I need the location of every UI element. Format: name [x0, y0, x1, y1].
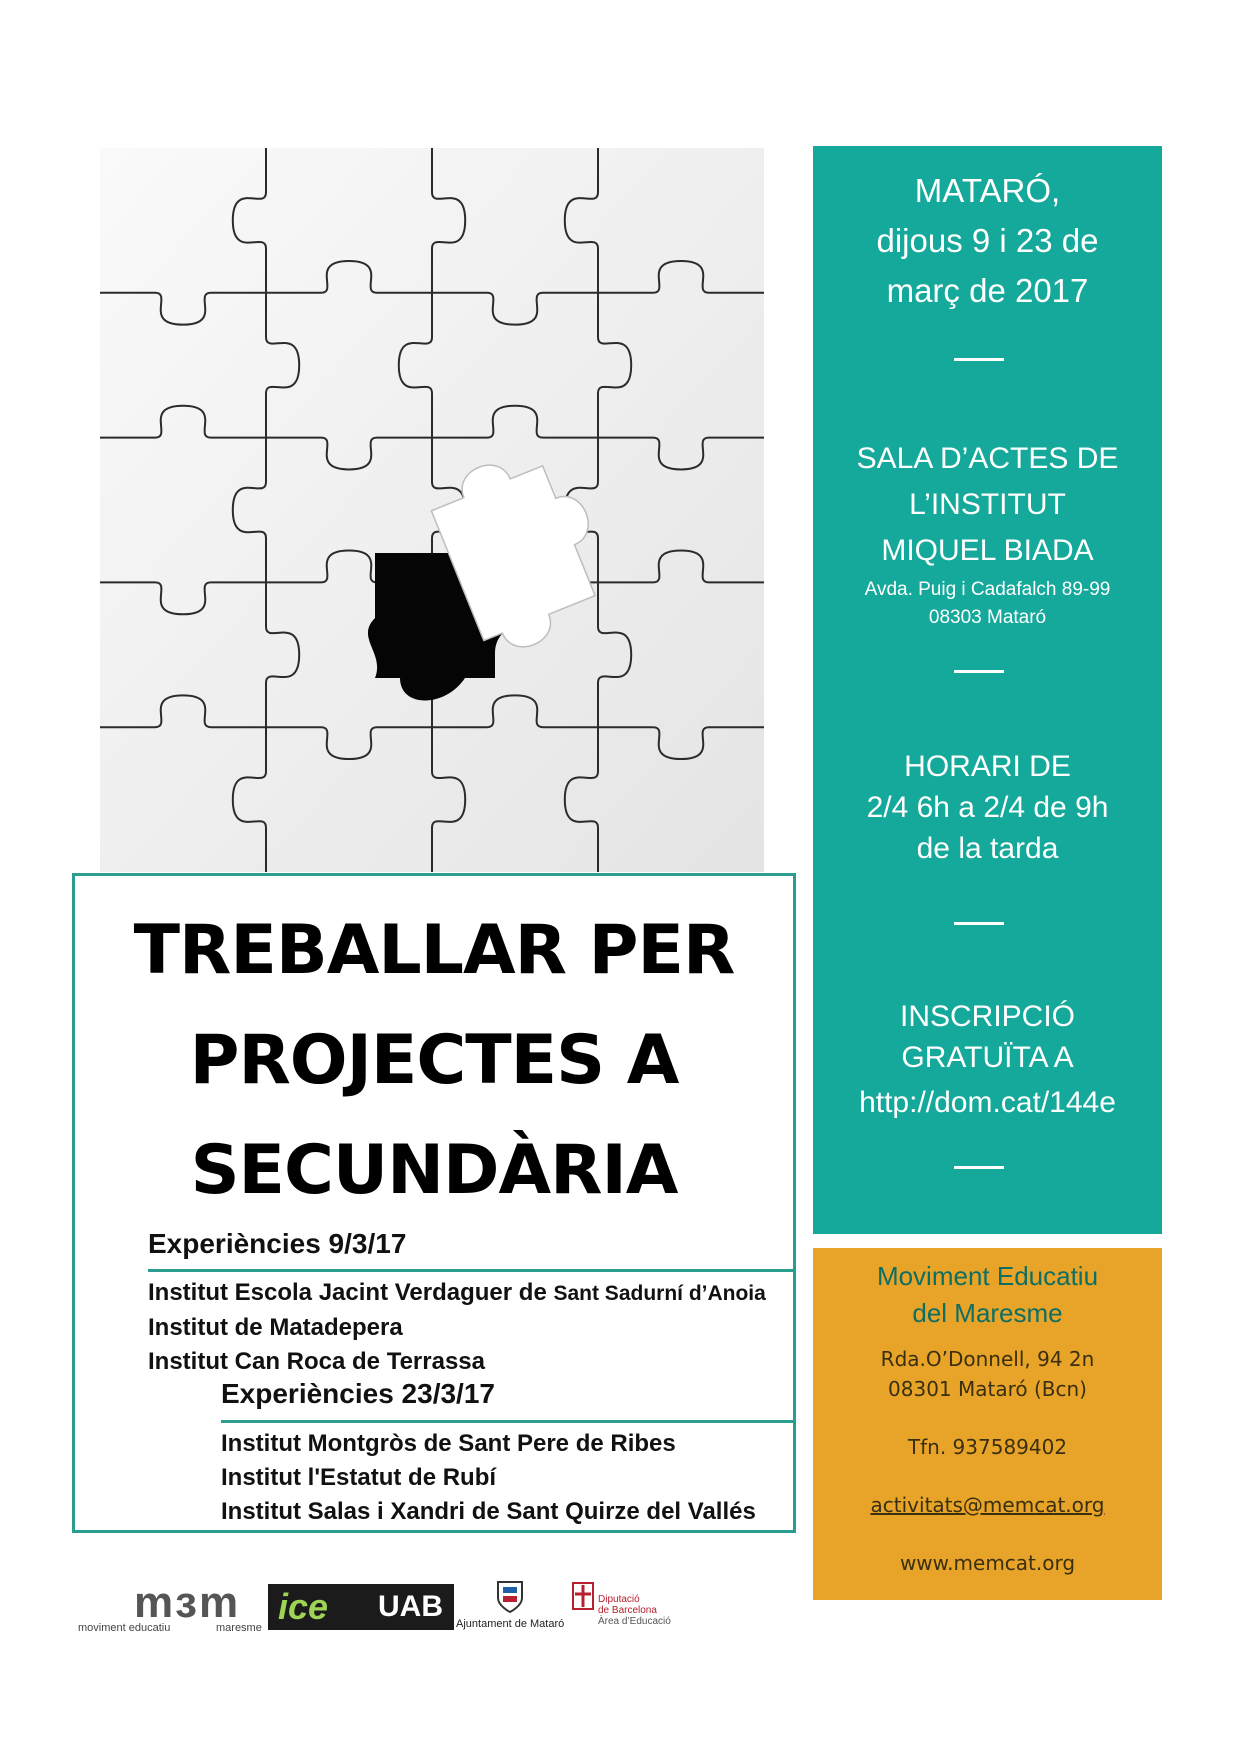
- list-item: Institut Can Roca de Terrassa: [148, 1348, 485, 1375]
- event-info-panel: [813, 146, 1162, 1234]
- event-schedule: HORARI DE 2/4 6h a 2/4 de 9h de la tarda: [866, 750, 1109, 865]
- organizer-phone: Tfn. 937589402: [907, 1435, 1068, 1459]
- organizer-address-1: Rda.O’Donnell, 94 2n: [880, 1347, 1095, 1371]
- organizer-address-2: 08301 Mataró (Bcn): [888, 1377, 1087, 1401]
- mataro-logo-text: Ajuntament de Mataró: [456, 1618, 565, 1630]
- list-item: Institut Montgròs de Sant Pere de Ribes: [221, 1430, 676, 1457]
- experiences-list-1: [148, 1276, 766, 1379]
- title-line: TREBALLAR PER: [133, 911, 735, 990]
- separator: [954, 670, 1004, 673]
- main-title: [75, 896, 793, 1226]
- experiences-list-2: [221, 1427, 756, 1529]
- venue-address: Avda. Puig i Cadafalch 89-99 08303 Mataró: [864, 579, 1111, 628]
- title-line: PROJECTES A: [189, 1021, 679, 1100]
- heading-rule: [221, 1420, 796, 1423]
- list-item: Institut Salas i Xandri de Sant Quirze del Vallés: [221, 1498, 756, 1525]
- separator: [954, 358, 1004, 361]
- organizer-web-link[interactable]: www.memcat.org: [899, 1551, 1076, 1575]
- diba-shield-icon: [572, 1582, 594, 1612]
- title-box: [72, 873, 796, 1533]
- event-date: MATARÓ, dijous 9 i 23 de març de 2017: [876, 172, 1099, 309]
- experiences-heading-1: Experiències 9/3/17: [148, 1228, 407, 1259]
- ice-logo: ice: [268, 1584, 354, 1630]
- mem-caption: moviment educatiu: [78, 1622, 171, 1634]
- separator: [954, 1166, 1004, 1169]
- mataro-shield-icon: [496, 1578, 524, 1614]
- separator: [954, 922, 1004, 925]
- puzzle-image: [100, 148, 764, 872]
- event-signup: INSCRIPCIÓ GRATUÏTA A http://dom.cat/144e: [813, 996, 1162, 1123]
- list-item: Institut de Matadepera: [148, 1314, 403, 1341]
- organizer-panel: [813, 1248, 1162, 1600]
- signup-link[interactable]: http://dom.cat/144e: [859, 1086, 1116, 1119]
- heading-rule: [148, 1269, 796, 1272]
- diba-logo-text: Diputació de Barcelona Àrea d’Educació: [598, 1594, 671, 1627]
- mem-logo: mɜm: [134, 1578, 241, 1627]
- list-item: Institut Escola Jacint Verdaguer de Sant Sadurní d’Anoia: [148, 1279, 766, 1306]
- organizer-email-link[interactable]: activitats@memcat.org: [870, 1493, 1105, 1517]
- mem-caption-2: maresme: [216, 1622, 262, 1634]
- title-line: SECUNDÀRIA: [190, 1131, 678, 1210]
- event-venue: SALA D’ACTES DE L’INSTITUT MIQUEL BIADA: [856, 442, 1119, 567]
- list-item: Institut l'Estatut de Rubí: [221, 1464, 497, 1491]
- experiences-heading-2: Experiències 23/3/17: [221, 1378, 495, 1409]
- organizer-name: Moviment Educatiu del Maresme: [876, 1261, 1099, 1328]
- uab-logo: UAB: [354, 1584, 454, 1630]
